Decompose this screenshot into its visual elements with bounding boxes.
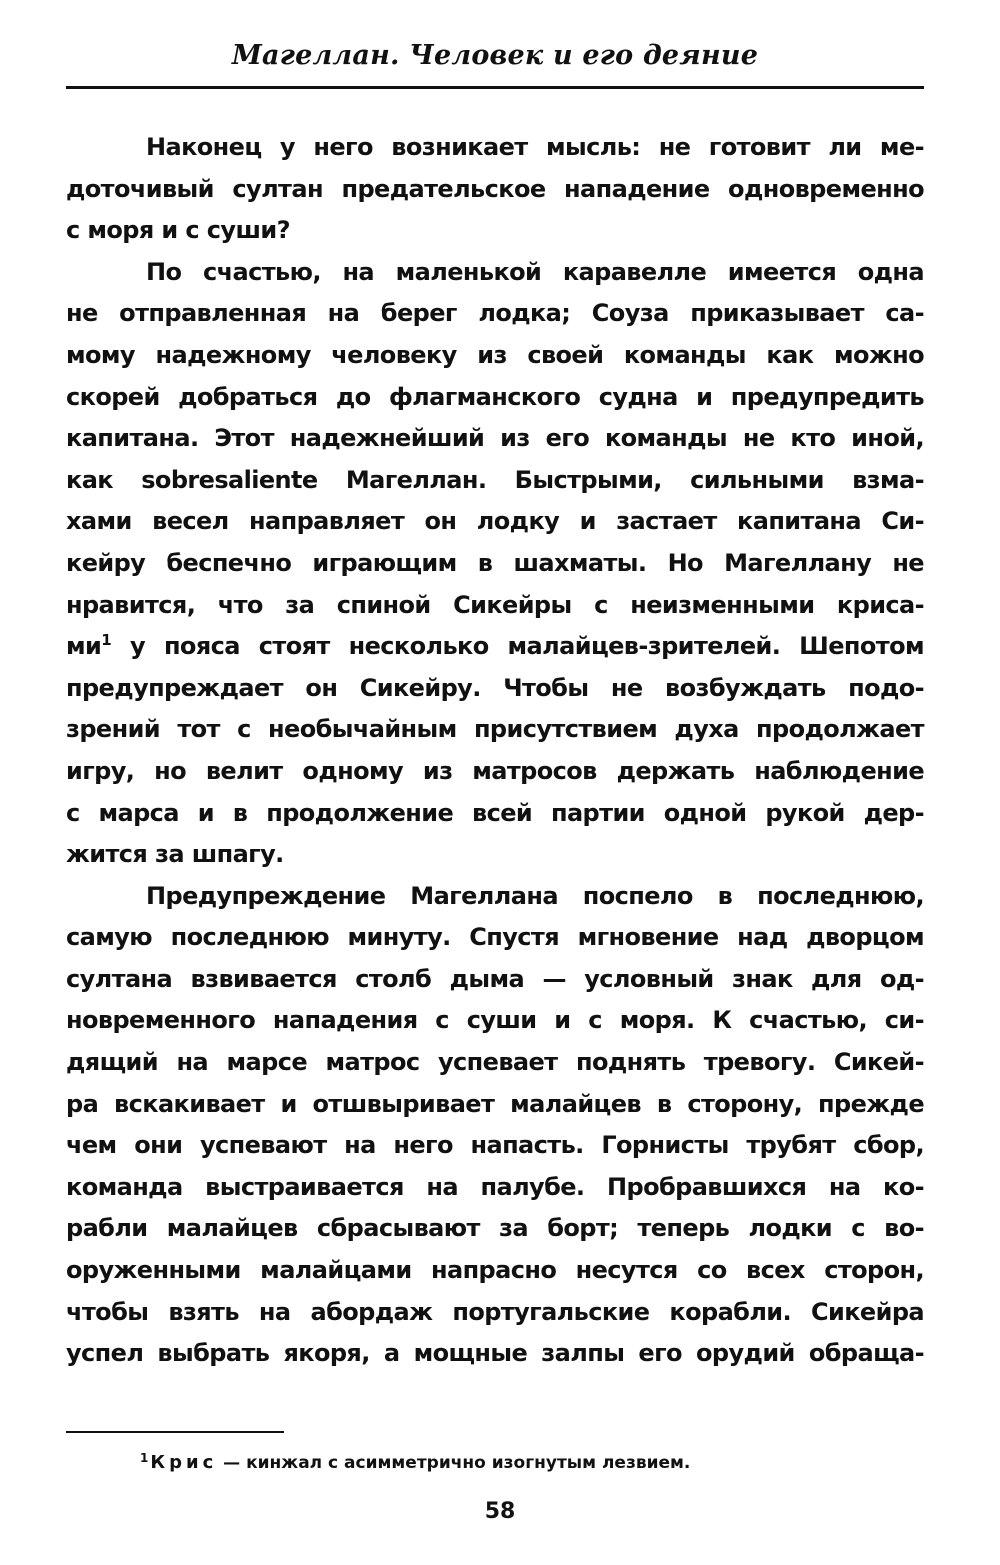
text-line: Наконец у него возникает мысль: не готовит ли ме- — [146, 133, 924, 161]
body-text — [66, 127, 924, 1375]
text-line: игру, но велит одному из матросов держать наблюдение — [66, 756, 924, 785]
text-line: команда выстраивается на палубе. Пробравшихся на ко- — [66, 1172, 924, 1201]
text-line: капитана. Этот надежнейший из его команды не кто иной, — [66, 424, 924, 453]
text-line: жится за шпагу. — [66, 840, 284, 869]
text-line: самую последнюю минуту. Спустя мгновение над дворцом — [66, 923, 924, 952]
footnote-reference[interactable]: 1 — [101, 631, 112, 650]
text-line: новременного нападения с суши и с моря. К счастью, си- — [66, 1006, 924, 1035]
text-line: доточивый султан предательское нападение одновременно — [66, 174, 924, 203]
text-line: султана взвивается столб дыма — условный знак для од- — [66, 964, 924, 993]
text-line: мому надежному человеку из своей команды как можно — [66, 340, 924, 369]
text-line: как sobresaliente Магеллан. Быстрыми, сильными взма- — [66, 465, 924, 494]
text-line: скорей добраться до флагманского судна и предупредить — [66, 382, 924, 411]
text-line: чем они успевают на него напасть. Горнисты трубят сбор, — [66, 1131, 924, 1160]
text-line: дящий на марсе матрос успевает поднять тревогу. Сикей- — [66, 1048, 924, 1077]
footnote-text: — кинжал с асимметрично изогнутым лезвием. — [217, 1453, 691, 1473]
text-line: По счастью, на маленькой каравелле имеется одна — [146, 257, 924, 286]
text-line: не отправленная на берег лодка; Соуза приказывает са- — [66, 299, 924, 328]
footnote-term: Крис — [150, 1452, 218, 1473]
footnote-marker: 1 — [140, 1451, 149, 1465]
text-line: Предупреждение Магеллана поспело в последнюю, — [146, 881, 924, 910]
header-rule — [66, 86, 924, 89]
running-head: Магеллан. Человек и его деяние — [231, 40, 759, 71]
text-line: ра вскакивает и отшвыривает малайцев в сторону, прежде — [66, 1089, 924, 1118]
text-line-with-footnote — [66, 626, 924, 668]
paragraph-2 — [66, 252, 924, 876]
text-line: оруженными малайцами напрасно несутся со всех сторон, — [66, 1256, 924, 1285]
text-line: нравится, что за спиной Сикейры с неизменными криса- — [66, 590, 924, 619]
text-line: успел выбрать якоря, а мощные залпы его орудий обраща- — [66, 1339, 924, 1368]
text-line: чтобы взять на абордаж португальские корабли. Сикейра — [66, 1297, 924, 1326]
text-line: с моря и с суши? — [66, 216, 290, 245]
text-line: предупреждает он Сикейру. Чтобы не возбуждать подо- — [66, 673, 924, 702]
paragraph-1 — [66, 127, 924, 252]
text-line: зрений тот с необычайным присутствием духа продолжает — [66, 715, 924, 744]
text-line: хами весел направляет он лодку и застает капитана Си- — [66, 507, 924, 536]
footnote-rule — [66, 1431, 284, 1433]
page-number: 58 — [484, 1499, 516, 1524]
text-line: с марса и в продолжение всей партии одной рукой дер- — [66, 798, 924, 827]
text-line: рабли малайцев сбрасывают за борт; теперь лодки с во- — [66, 1214, 924, 1243]
text-line: кейру беспечно играющим в шахматы. Но Магеллану не — [66, 548, 924, 577]
paragraph-3 — [66, 876, 924, 1375]
line-start: ми — [66, 632, 102, 661]
footnote — [140, 1446, 690, 1475]
line-rest: у пояса стоят несколько малайцев-зрителей. Шепотом — [111, 632, 924, 661]
